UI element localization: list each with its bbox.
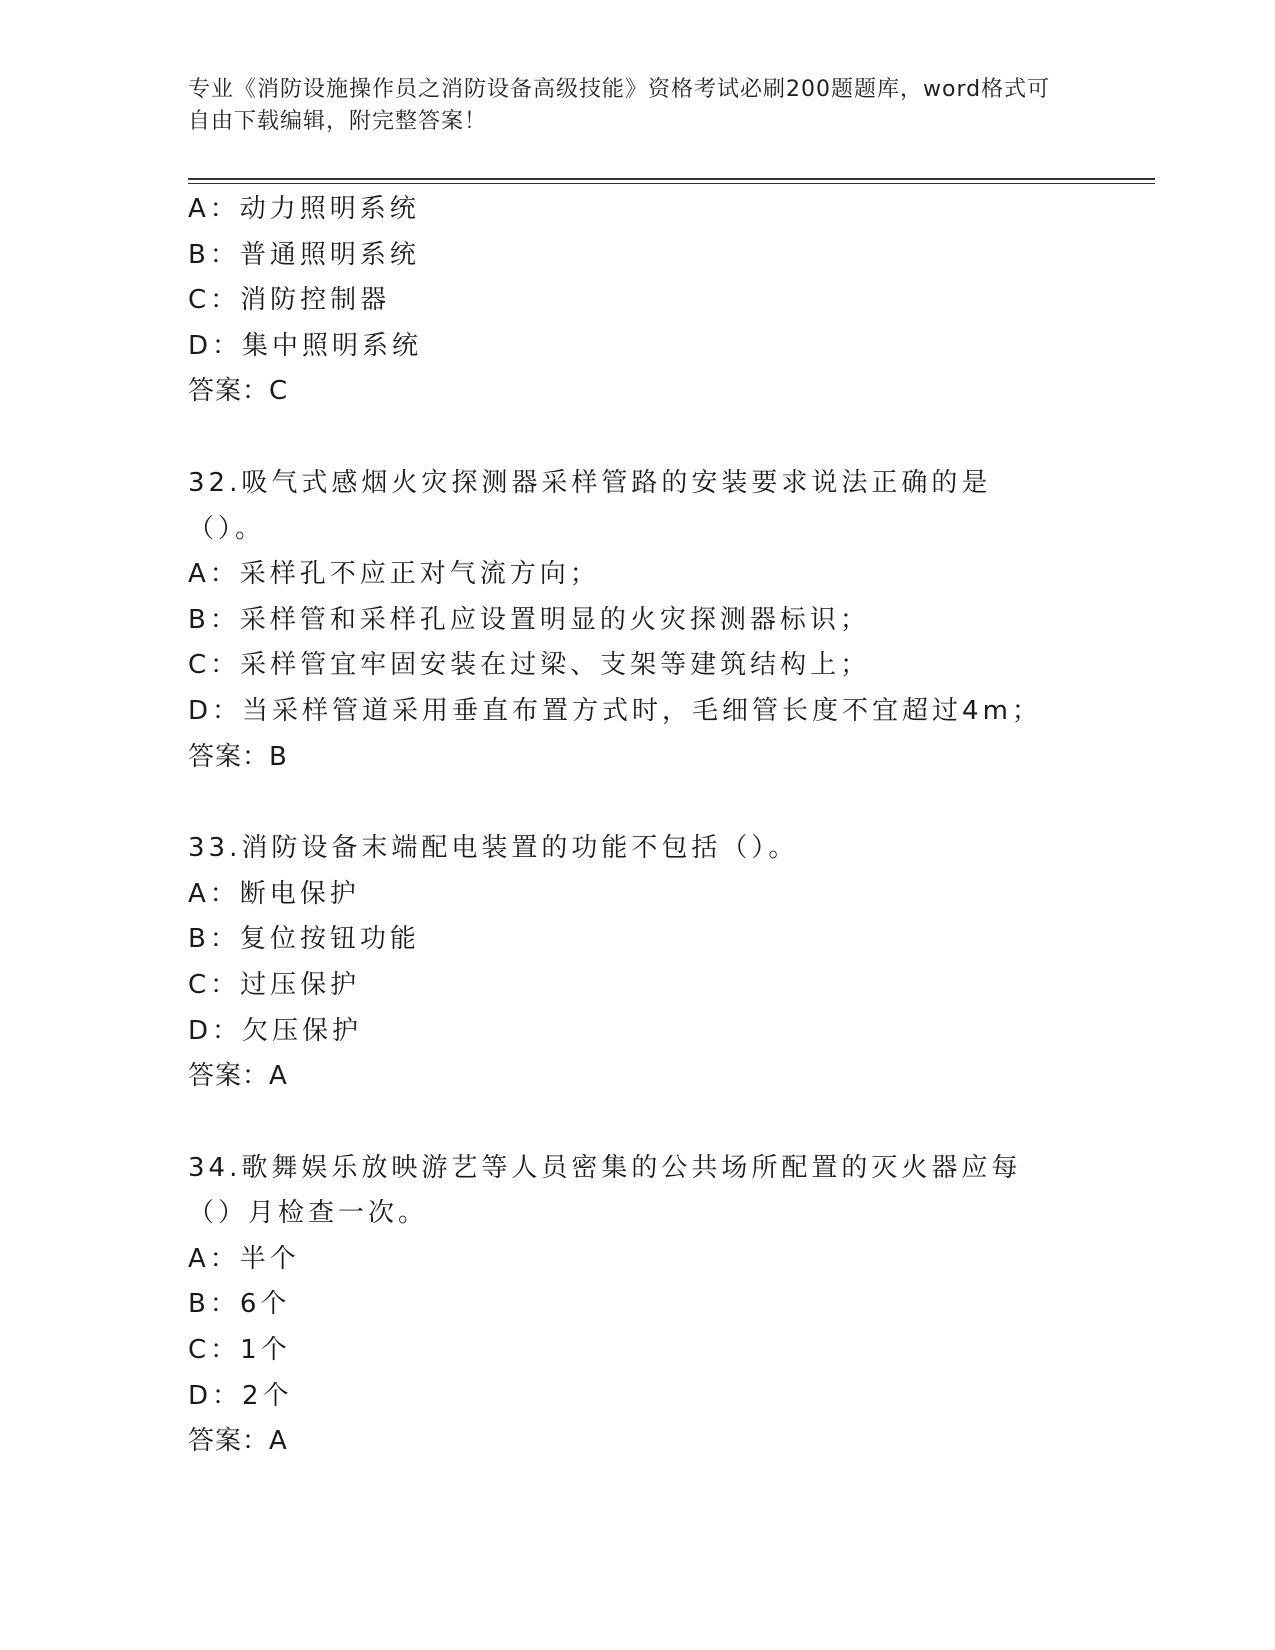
option-b: B：普通照明系统 xyxy=(188,239,420,270)
option-a: A：半个 xyxy=(188,1243,300,1274)
option-c: C：过压保护 xyxy=(188,969,361,1000)
answer: 答案：C xyxy=(188,376,289,407)
option-d: D：2个 xyxy=(188,1380,293,1411)
question-block xyxy=(188,461,1088,780)
question-block xyxy=(188,187,1088,415)
spacer xyxy=(188,780,1088,826)
option-d: D：欠压保护 xyxy=(188,1015,363,1046)
question-block xyxy=(188,826,1088,1100)
spacer xyxy=(188,415,1088,461)
option-a: A：断电保护 xyxy=(188,878,360,909)
option-c: C：消防控制器 xyxy=(188,285,391,316)
option-c: C：1个 xyxy=(188,1335,291,1366)
option-b: B：6个 xyxy=(188,1289,291,1320)
option-a: A：动力照明系统 xyxy=(188,194,420,224)
option-a: A：采样孔不应正对气流方向； xyxy=(188,559,600,590)
spacer xyxy=(188,1100,1088,1146)
option-b: B：采样管和采样孔应设置明显的火灾探测器标识； xyxy=(188,604,870,635)
question-list xyxy=(188,187,1088,1465)
question-text: 34.歌舞娱乐放映游艺等人员密集的公共场所配置的灭火器应每（）月检查一次。 xyxy=(188,1152,1022,1229)
question-text: 33.消防设备末端配电装置的功能不包括（）。 xyxy=(188,833,799,864)
option-d: D：集中照明系统 xyxy=(188,330,423,361)
answer: 答案：B xyxy=(188,741,288,772)
option-b: B：复位按钮功能 xyxy=(188,924,420,955)
document-header: 专业《消防设施操作员之消防设备高级技能》资格考试必刷200题题库，word格式可自由下载编辑，附完整答案！ xyxy=(188,77,1051,134)
header-divider-thin xyxy=(188,183,1155,184)
question-block xyxy=(188,1146,1088,1465)
question-text: 32.吸气式感烟火灾探测器采样管路的安装要求说法正确的是（）。 xyxy=(188,467,992,544)
answer: 答案：A xyxy=(188,1061,288,1092)
option-d: D：当采样管道采用垂直布置方式时，毛细管长度不宜超过4m； xyxy=(188,695,1042,726)
answer: 答案：A xyxy=(188,1426,288,1457)
header-divider-thick xyxy=(188,178,1155,180)
option-c: C：采样管宜牢固安装在过梁、支架等建筑结构上； xyxy=(188,650,871,681)
